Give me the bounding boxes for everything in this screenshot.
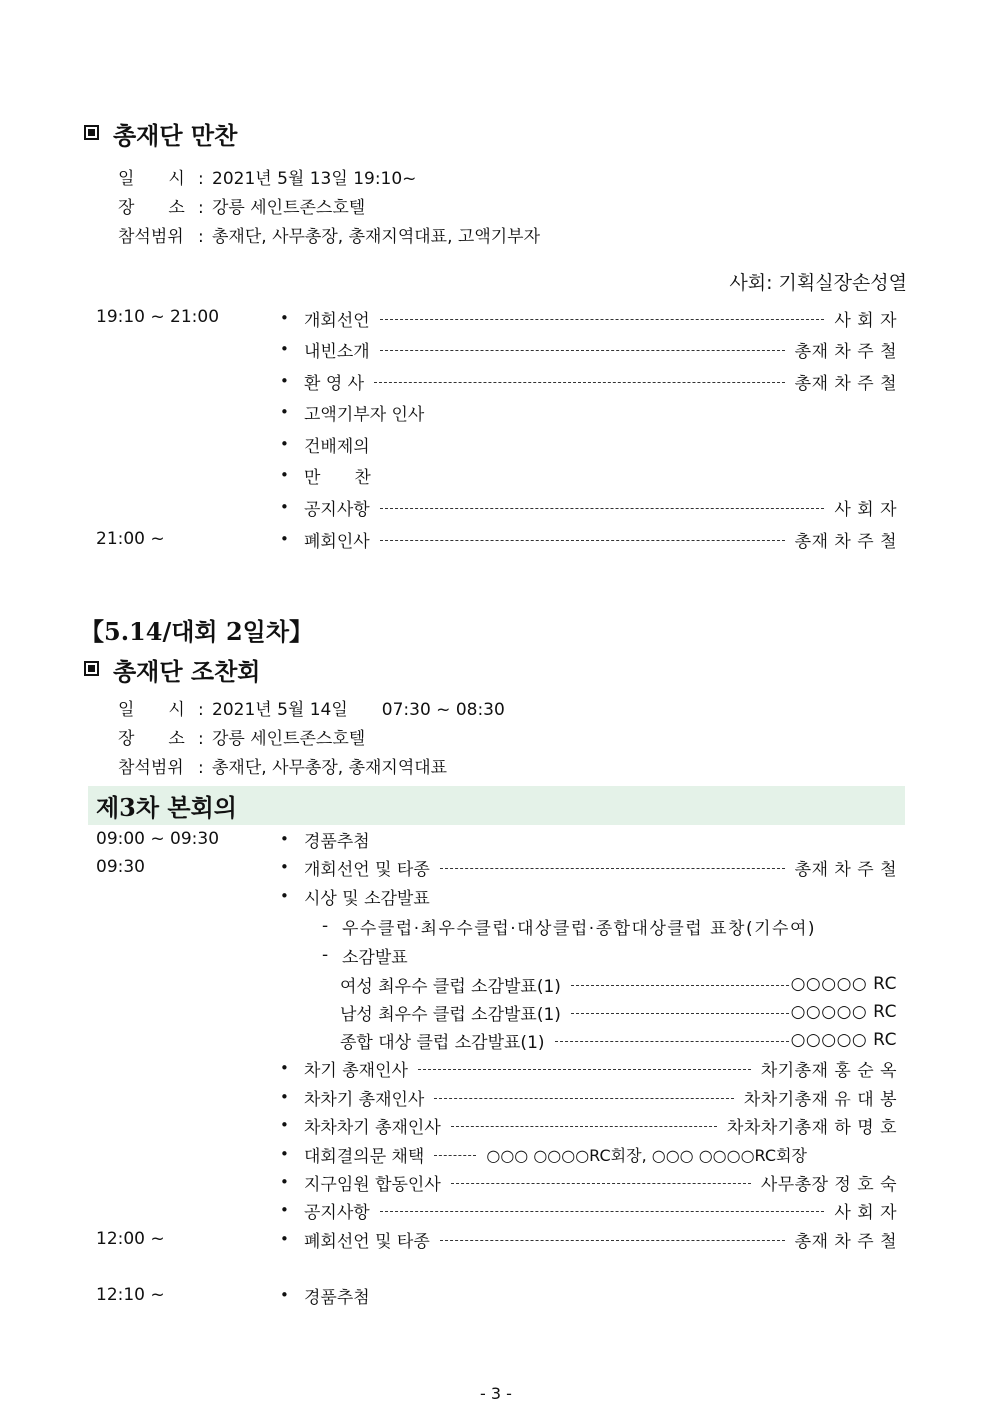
breakfast-attend-label: 참석범위 <box>118 758 184 778</box>
dinner-item-dinner <box>280 463 897 487</box>
dinner-section-title <box>84 116 237 151</box>
bullet-icon: • <box>280 1173 289 1191</box>
dinner-item-donors <box>280 400 897 424</box>
leader-line <box>380 1211 825 1212</box>
item-label: 남성 최우수 클럽 소감발표(1) <box>340 1004 561 1025</box>
bullet-icon: • <box>280 887 289 905</box>
item-person: 사 회 자 <box>834 1202 897 1223</box>
dinner-host: 사회: 기획실장손성열 <box>729 272 907 294</box>
session-item-next-governor <box>280 1056 897 1080</box>
leader-line <box>440 868 785 869</box>
breakfast-section-title <box>84 652 260 687</box>
item-person: 총재 차 주 철 <box>794 373 897 394</box>
dinner-date-row <box>118 164 416 189</box>
leader-line <box>418 1069 751 1070</box>
item-label: 대회결의문 채택 <box>304 1146 425 1167</box>
leader-line <box>380 350 785 351</box>
dinner-item-toast <box>280 432 897 456</box>
item-label: 공지사항 <box>304 1202 370 1223</box>
item-person: 사무총장 정 호 숙 <box>760 1174 897 1195</box>
dinner-time-start: 19:10 ~ 21:00 <box>96 307 220 327</box>
breakfast-title-text: 총재단 조찬회 <box>113 657 261 686</box>
dash-icon: - <box>322 945 329 965</box>
leader-line <box>380 540 785 541</box>
session-title: 제3차 본회의 <box>96 793 237 822</box>
leader-line <box>434 1098 734 1099</box>
breakfast-place-row <box>118 724 365 749</box>
item-person: 총재 차 주 철 <box>794 341 897 362</box>
session-item-closing <box>280 1227 897 1251</box>
dinner-time-end: 21:00 ~ <box>96 529 165 549</box>
session-item-prize-draw-2 <box>280 1283 897 1307</box>
bullet-icon: • <box>280 1088 289 1106</box>
dinner-place-row <box>118 193 365 218</box>
dash-icon: - <box>322 916 329 936</box>
bullet-icon: • <box>280 372 289 390</box>
breakfast-date-label: 일 시 <box>118 700 185 720</box>
item-person: 총재 차 주 철 <box>794 859 897 880</box>
colon: : <box>198 729 204 749</box>
bullet-icon: • <box>280 830 289 848</box>
item-label: 소감발표 <box>342 947 408 968</box>
item-label: 종합 대상 클럽 소감발표(1) <box>340 1032 545 1053</box>
colon: : <box>198 169 204 189</box>
item-club: ○○○○○ RC <box>790 974 897 994</box>
session-item-opening <box>280 855 897 879</box>
bullet-icon: • <box>280 435 289 453</box>
leader-line <box>380 508 825 509</box>
breakfast-date-row <box>118 695 505 720</box>
session-speech-women <box>340 972 897 996</box>
breakfast-attend-value: 총재단, 사무총장, 총재지역대표 <box>212 758 448 778</box>
item-label: 개회선언 <box>304 310 370 331</box>
item-label: 개회선언 및 타종 <box>304 859 430 880</box>
item-person: 차차기총재 유 대 봉 <box>743 1089 897 1110</box>
dinner-place-value: 강릉 세인트존스호텔 <box>212 198 366 218</box>
session-speech-grand <box>340 1028 897 1052</box>
bullet-icon: • <box>280 1201 289 1219</box>
dinner-item-guests <box>280 337 897 361</box>
item-person: ○○○ ○○○○RC회장, ○○○ ○○○○RC회장 <box>486 1145 807 1165</box>
item-label: 경품추첨 <box>304 1287 370 1308</box>
session-item-resolution <box>280 1142 900 1166</box>
session-item-third-next-governor <box>280 1113 897 1137</box>
session-item-awards <box>280 884 897 908</box>
dinner-attend-value: 총재단, 사무총장, 총재지역대표, 고액기부자 <box>212 227 541 247</box>
dinner-attend-row <box>118 222 540 247</box>
filled-square-icon <box>84 661 99 676</box>
leader-line <box>434 1155 476 1156</box>
item-label: 폐회선언 및 타종 <box>304 1231 430 1252</box>
bullet-icon: • <box>280 1145 289 1163</box>
dinner-place-label: 장 소 <box>118 198 185 218</box>
session-time-3: 12:00 ~ <box>96 1229 165 1249</box>
session-title-band <box>88 786 905 825</box>
leader-line <box>555 1041 789 1042</box>
colon: : <box>198 758 204 778</box>
leader-line <box>571 985 789 986</box>
item-label: 시상 및 소감발표 <box>304 888 430 909</box>
item-person: 차기총재 홍 순 옥 <box>760 1060 897 1081</box>
leader-line <box>451 1183 751 1184</box>
session-speech-men <box>340 1000 897 1024</box>
leader-line <box>380 319 825 320</box>
day2-title: 【5.14/대회 2일차】 <box>80 617 314 646</box>
session-item-notice <box>280 1198 897 1222</box>
filled-square-icon <box>84 125 99 140</box>
dinner-item-opening <box>280 306 897 330</box>
item-label: 차기 총재인사 <box>304 1060 408 1081</box>
session-item-next-next-governor <box>280 1085 897 1109</box>
bullet-icon: • <box>280 403 289 421</box>
leader-line <box>451 1126 717 1127</box>
session-item-officers <box>280 1170 897 1194</box>
colon: : <box>198 227 204 247</box>
dinner-attend-label: 참석범위 <box>118 227 184 247</box>
bullet-icon: • <box>280 1059 289 1077</box>
item-label: 차차차기 총재인사 <box>304 1117 441 1138</box>
item-label: 지구임원 합동인사 <box>304 1174 441 1195</box>
item-person: 사 회 자 <box>834 310 897 331</box>
breakfast-place-label: 장 소 <box>118 729 185 749</box>
session-time-2: 09:30 <box>96 857 145 877</box>
dinner-title-text: 총재단 만찬 <box>113 121 238 150</box>
item-person: 총재 차 주 철 <box>794 1231 897 1252</box>
bullet-icon: • <box>280 1286 289 1304</box>
leader-line <box>571 1013 789 1014</box>
colon: : <box>198 198 204 218</box>
item-person: 사 회 자 <box>834 499 897 520</box>
item-club: ○○○○○ RC <box>790 1030 897 1050</box>
item-label: 공지사항 <box>304 499 370 520</box>
dinner-date-label: 일 시 <box>118 169 185 189</box>
dinner-date-value: 2021년 5월 13일 19:10~ <box>212 169 417 189</box>
breakfast-attend-row <box>118 753 447 778</box>
session-time-4: 12:10 ~ <box>96 1285 165 1305</box>
item-person: 총재 차 주 철 <box>794 531 897 552</box>
session-subitem-speeches <box>322 943 897 967</box>
dinner-item-notice <box>280 495 897 519</box>
item-label: 만 찬 <box>304 467 371 488</box>
leader-line <box>440 1240 785 1241</box>
leader-line <box>374 382 785 383</box>
item-label: 여성 최우수 클럽 소감발표(1) <box>340 976 561 997</box>
session-time-1: 09:00 ~ 09:30 <box>96 829 220 849</box>
breakfast-place-value: 강릉 세인트존스호텔 <box>212 729 366 749</box>
dinner-item-closing <box>280 527 897 551</box>
bullet-icon: • <box>280 340 289 358</box>
colon: : <box>198 700 204 720</box>
dinner-item-welcome <box>280 369 897 393</box>
item-person: 차차차기총재 하 명 호 <box>726 1117 897 1138</box>
bullet-icon: • <box>280 498 289 516</box>
page-number: - 3 - <box>480 1384 512 1403</box>
item-label: 건배제의 <box>304 436 370 457</box>
item-label: 고액기부자 인사 <box>304 404 425 425</box>
bullet-icon: • <box>280 466 289 484</box>
breakfast-date-value: 2021년 5월 14일 07:30 ~ 08:30 <box>212 700 505 720</box>
bullet-icon: • <box>280 530 289 548</box>
bullet-icon: • <box>280 1116 289 1134</box>
item-label: 차차기 총재인사 <box>304 1089 425 1110</box>
item-label: 폐회인사 <box>304 531 370 552</box>
bullet-icon: • <box>280 309 289 327</box>
item-label: 환 영 사 <box>304 373 365 394</box>
item-label: 우수클럽·최우수클럽·대상클럽·종합대상클럽 표창(기수여) <box>342 918 817 939</box>
item-label: 내빈소개 <box>304 341 370 362</box>
item-label: 경품추첨 <box>304 831 370 852</box>
bullet-icon: • <box>280 1230 289 1248</box>
session-subitem-club-awards <box>322 914 897 938</box>
item-club: ○○○○○ RC <box>790 1002 897 1022</box>
session-item-prize-draw <box>280 827 897 851</box>
bullet-icon: • <box>280 858 289 876</box>
